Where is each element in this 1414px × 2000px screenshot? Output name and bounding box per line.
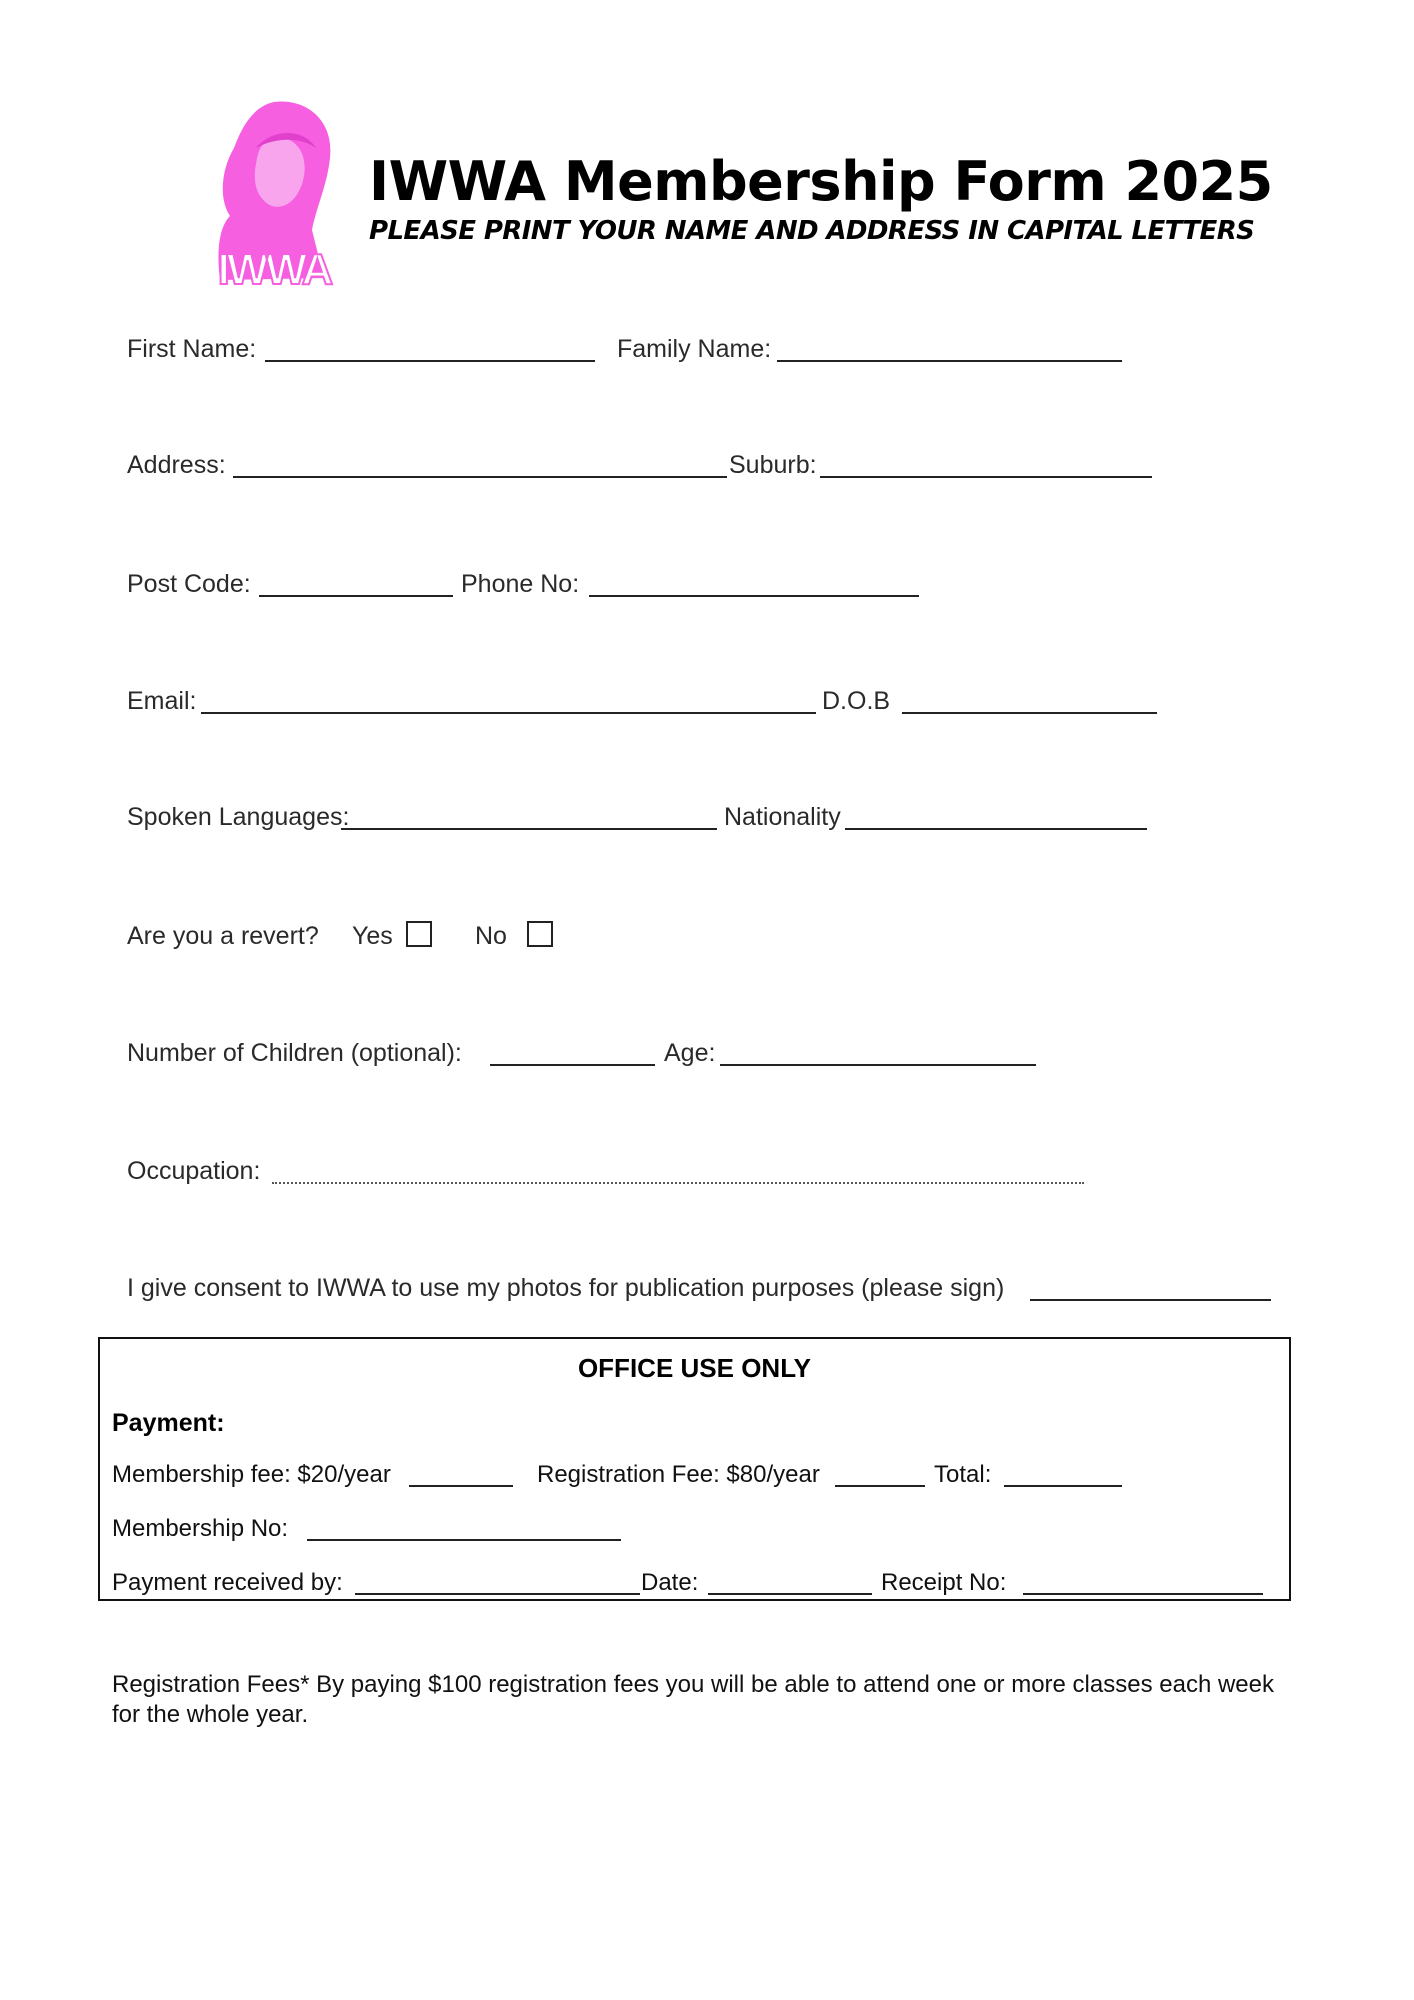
- row-postcode-phone: [0, 565, 1414, 605]
- address-field[interactable]: [233, 476, 727, 478]
- email-field[interactable]: [201, 712, 816, 714]
- logo-lettering: IWWA: [217, 245, 331, 290]
- children-field[interactable]: [490, 1064, 655, 1066]
- payment-heading: Payment:: [112, 1409, 225, 1437]
- date-field[interactable]: [708, 1593, 872, 1595]
- yes-checkbox[interactable]: [406, 921, 432, 947]
- suburb-label: Suburb:: [729, 451, 817, 479]
- row-email-dob: [0, 682, 1414, 722]
- row-membership-no: [100, 1509, 1289, 1549]
- registration-fee-field[interactable]: [835, 1485, 925, 1487]
- dob-field[interactable]: [902, 712, 1157, 714]
- occupation-label: Occupation:: [127, 1157, 261, 1185]
- payment-received-by-field[interactable]: [355, 1593, 640, 1595]
- age-field[interactable]: [720, 1064, 1036, 1066]
- nationality-field[interactable]: [845, 828, 1147, 830]
- children-label: Number of Children (optional):: [127, 1039, 462, 1067]
- yes-label: Yes: [352, 922, 393, 950]
- post-code-field[interactable]: [259, 595, 453, 597]
- row-occupation: [0, 1152, 1414, 1192]
- row-revert: [0, 917, 1414, 957]
- row-names: [0, 330, 1414, 370]
- date-label: Date:: [641, 1569, 699, 1596]
- row-address: [0, 446, 1414, 486]
- page-title: IWWA Membership Form 2025: [369, 150, 1273, 213]
- email-label: Email:: [127, 687, 197, 715]
- revert-question-label: Are you a revert?: [127, 922, 319, 950]
- membership-fee-field[interactable]: [409, 1485, 513, 1487]
- family-name-field[interactable]: [777, 360, 1122, 362]
- address-label: Address:: [127, 451, 226, 479]
- post-code-label: Post Code:: [127, 570, 251, 598]
- page-subtitle: PLEASE PRINT YOUR NAME AND ADDRESS IN CAPITAL LETTERS: [369, 216, 1255, 246]
- phone-label: Phone No:: [461, 570, 580, 598]
- first-name-field[interactable]: [265, 360, 595, 362]
- no-label: No: [475, 922, 507, 950]
- consent-label: I give consent to IWWA to use my photos for publication purposes (please sign): [127, 1274, 1005, 1302]
- no-checkbox[interactable]: [527, 921, 553, 947]
- row-languages: [0, 798, 1414, 838]
- occupation-field[interactable]: [272, 1182, 1084, 1184]
- phone-field[interactable]: [589, 595, 919, 597]
- registration-footnote: Registration Fees* By paying $100 registration fees you will be able to attend one or more classes each week for the whole year.: [112, 1671, 1274, 1728]
- receipt-no-label: Receipt No:: [881, 1569, 1007, 1596]
- payment-received-by-label: Payment received by:: [112, 1569, 343, 1596]
- row-consent: [0, 1269, 1414, 1309]
- office-use-box: [98, 1337, 1291, 1601]
- suburb-field[interactable]: [820, 476, 1152, 478]
- first-name-label: First Name:: [127, 335, 257, 363]
- registration-fee-label: Registration Fee: $80/year: [537, 1461, 820, 1488]
- dob-label: D.O.B: [822, 687, 891, 715]
- total-label: Total:: [934, 1461, 992, 1488]
- membership-fee-label: Membership fee: $20/year: [112, 1461, 391, 1488]
- family-name-label: Family Name:: [617, 335, 772, 363]
- spoken-languages-label: Spoken Languages:: [127, 803, 350, 831]
- membership-no-label: Membership No:: [112, 1515, 289, 1542]
- row-children: [0, 1034, 1414, 1074]
- row-payment-received: [100, 1563, 1289, 1603]
- office-use-title: OFFICE USE ONLY: [577, 1353, 812, 1383]
- nationality-label: Nationality: [724, 803, 841, 831]
- total-field[interactable]: [1004, 1485, 1122, 1487]
- age-label: Age:: [664, 1039, 716, 1067]
- receipt-no-field[interactable]: [1023, 1593, 1263, 1595]
- iwwa-logo: [212, 98, 342, 290]
- row-fees: [100, 1455, 1289, 1495]
- consent-signature-field[interactable]: [1030, 1299, 1271, 1301]
- membership-no-field[interactable]: [307, 1539, 621, 1541]
- spoken-languages-field[interactable]: [341, 828, 717, 830]
